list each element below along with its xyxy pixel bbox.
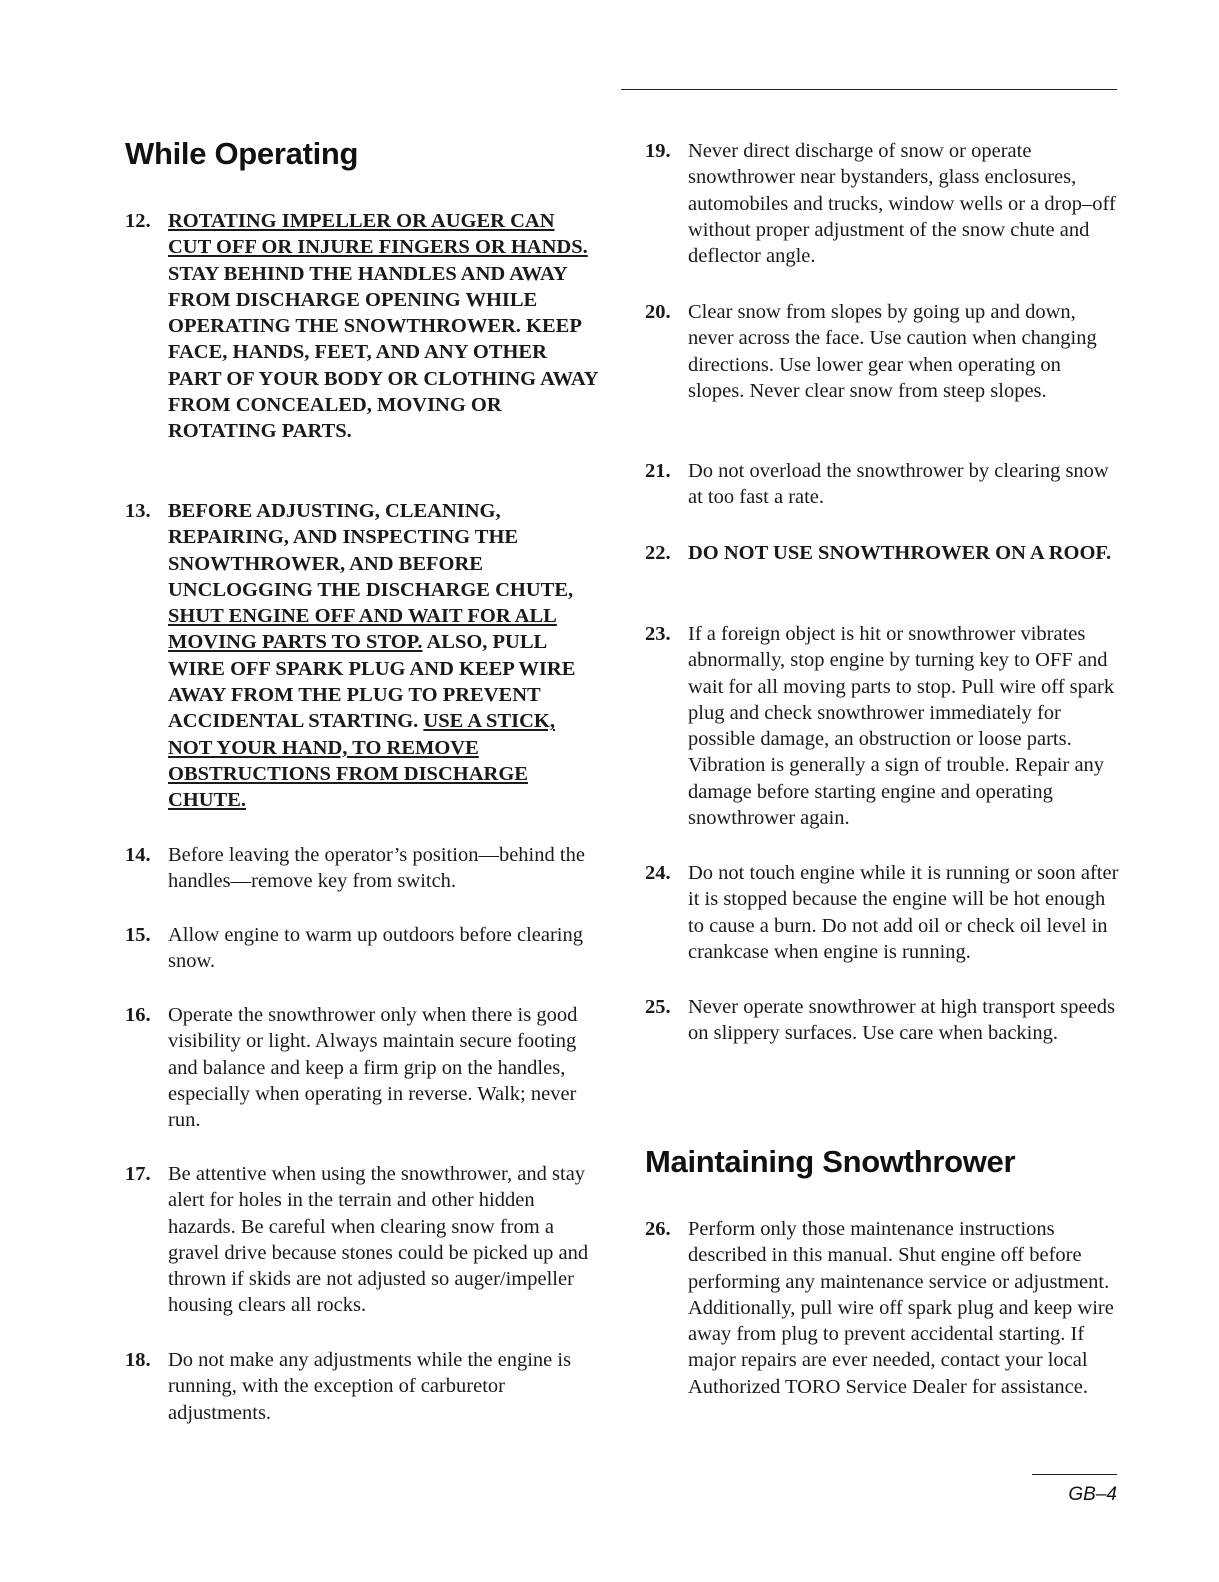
item-21 [645, 458, 1120, 511]
item-number: 23. [645, 623, 671, 645]
item-12 [125, 208, 600, 445]
item-number: 22. [645, 542, 671, 564]
item-16 [125, 1002, 600, 1133]
item-text: Never operate snowthrower at high transport speeds on slippery surfaces. Use care when backing. [688, 996, 1115, 1045]
footer-rule [1032, 1474, 1117, 1475]
item-number: 15. [125, 924, 151, 946]
item-text: Do not touch engine while it is running or soon after it is stopped because the engine will be hot enough to cause a burn. Do not add oil or check oil level in crankcase when engine is running. [688, 862, 1119, 963]
item-14 [125, 842, 600, 895]
warning-underlined: USE A STICK, NOT YOUR HAND, TO REMOVE OBSTRUCTIONS FROM DISCHARGE CHUTE. [168, 710, 555, 812]
item-text: Do not make any adjustments while the engine is running, with the exception of carburetor adjustments. [168, 1349, 572, 1424]
item-number: 17. [125, 1163, 151, 1185]
item-text: DO NOT USE SNOWTHROWER ON A ROOF. [688, 542, 1112, 564]
item-text [168, 208, 600, 445]
item-13 [125, 498, 600, 814]
item-number: 24. [645, 862, 671, 884]
item-number: 20. [645, 301, 671, 323]
item-number: 19. [645, 140, 671, 162]
item-number: 12. [125, 210, 151, 232]
warning-text: STAY BEHIND THE HANDLES AND AWAY FROM DISCHARGE OPENING WHILE OPERATING THE SNOWTHROWER. KEEP FACE, HANDS, FEET, AND ANY OTHER PART OF YOUR BODY OR CLOTHING AWAY FROM CONCEALED, MOVING OR ROTATING PARTS. [168, 262, 598, 443]
item-number: 16. [125, 1004, 151, 1026]
item-20 [645, 299, 1120, 404]
section-heading-while-operating: While Operating [125, 136, 359, 171]
item-number: 14. [125, 844, 151, 866]
item-26 [645, 1216, 1120, 1400]
item-22 [645, 540, 1120, 566]
top-rule [621, 89, 1117, 90]
warning-text: BEFORE ADJUSTING, CLEANING, REPAIRING, AND INSPECTING THE SNOWTHROWER, AND BEFORE UNCLOGGING THE DISCHARGE CHUTE, [168, 500, 574, 601]
item-text [168, 498, 600, 814]
item-17 [125, 1161, 600, 1319]
item-text: Operate the snowthrower only when there is good visibility or light. Always maintain secure footing and balance and keep a firm grip on the handles, especially when operating in reverse. Walk; never run. [168, 1004, 578, 1132]
section-heading-maintaining-snowthrower: Maintaining Snowthrower [645, 1144, 1016, 1179]
warning-underlined: SHUT ENGINE OFF AND WAIT FOR ALL MOVING PARTS TO STOP. [168, 605, 557, 654]
item-text: If a foreign object is hit or snowthrower vibrates abnormally, stop engine by turning key to OFF and wait for all moving parts to stop. Pull wire off spark plug and check snowthrower immediately for possible damage, an obstruction or loose parts. Vibration is generally a sign of trouble. Repair any damage before starting engine and operating snowthrower again. [688, 623, 1115, 830]
page-number: GB–4 [1068, 1484, 1117, 1505]
item-19 [645, 138, 1120, 269]
item-18 [125, 1347, 600, 1426]
item-text: Be attentive when using the snowthrower, and stay alert for holes in the terrain and other hidden hazards. Be careful when clearing snow from a gravel drive because stones could be picked up and thrown if skids are not adjusted so auger/impeller housing clears all rocks. [168, 1163, 589, 1317]
item-23 [645, 621, 1120, 831]
item-15 [125, 922, 600, 975]
item-number: 13. [125, 500, 151, 522]
item-text: Clear snow from slopes by going up and down, never across the face. Use caution when changing directions. Use lower gear when operating on slopes. Never clear snow from steep slopes. [688, 301, 1097, 402]
item-number: 25. [645, 996, 671, 1018]
item-text: Perform only those maintenance instructions described in this manual. Shut engine off before performing any maintenance service or adjustment. Additionally, pull wire off spark plug and keep wire away from plug to prevent accidental starting. If major repairs are ever needed, contact your local Authorized TORO Service Dealer for assistance. [688, 1218, 1114, 1398]
warning-underlined: ROTATING IMPELLER OR AUGER CAN CUT OFF OR INJURE FINGERS OR HANDS. [168, 210, 588, 259]
item-24 [645, 860, 1120, 965]
item-text: Allow engine to warm up outdoors before clearing snow. [168, 924, 584, 973]
item-text: Before leaving the operator’s position—behind the handles—remove key from switch. [168, 844, 585, 893]
item-number: 18. [125, 1349, 151, 1371]
item-text: Never direct discharge of snow or operate snowthrower near bystanders, glass enclosures, automobiles and trucks, window wells or a drop–off without proper adjustment of the snow chute and deflector angle. [688, 140, 1116, 268]
warning-text: ALSO, PULL WIRE OFF SPARK PLUG AND KEEP WIRE AWAY FROM THE PLUG TO PREVENT ACCIDENTAL STARTING. [168, 631, 576, 733]
item-text: Do not overload the snowthrower by clearing snow at too fast a rate. [688, 460, 1109, 509]
item-25 [645, 994, 1120, 1047]
item-number: 21. [645, 460, 671, 482]
item-number: 26. [645, 1218, 671, 1240]
